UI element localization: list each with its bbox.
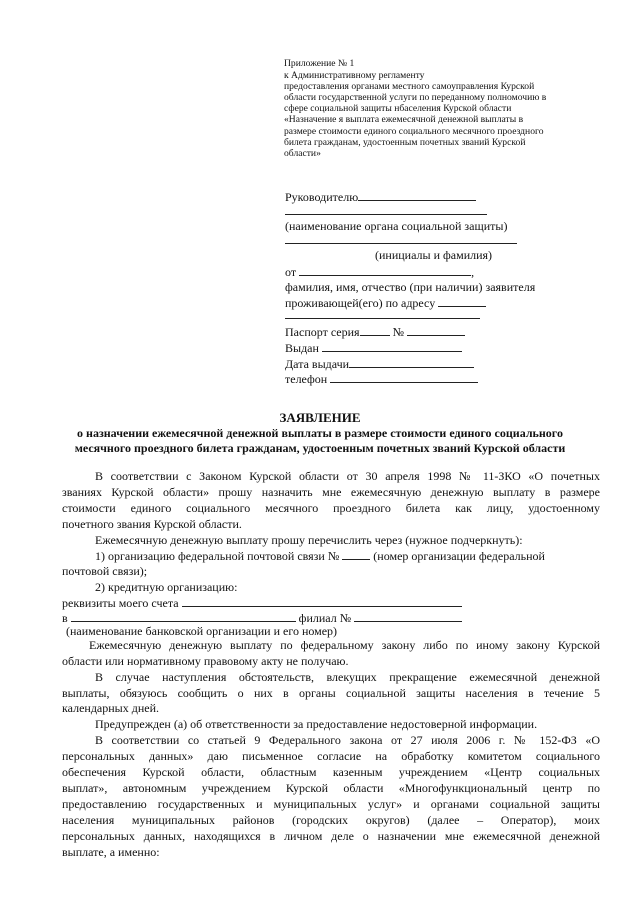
text-line: выплат», автономным учреждением Курской области «Многофункциональный центр по: [62, 781, 600, 795]
passport-field: [285, 324, 465, 340]
text-line: населения муниципальных районов (городских округов) (далее – Оператор), моих: [62, 813, 600, 827]
initials-hint: (инициалы и фамилия): [375, 248, 493, 262]
text-line: персональных данных» даю письменное согласие на обработку комитетом социального: [62, 749, 600, 763]
branch-number-input-line[interactable]: [354, 610, 462, 622]
post-office-number-input[interactable]: [342, 548, 370, 560]
org-hint: (наименование органа социальной защиты): [285, 219, 508, 233]
issued-label: Выдан: [285, 341, 319, 355]
text-line: Ежемесячную денежную выплату по федеральному закону либо по иному закону Курской: [89, 638, 600, 652]
phone-label: телефон: [285, 372, 328, 386]
subtitle-line-2: месячного проездного билета гражданам, удостоенным почетных званий Курской области: [74, 441, 566, 455]
branch-label: филиал №: [298, 611, 352, 625]
from-input-line[interactable]: [299, 264, 471, 276]
head-field: [285, 189, 476, 205]
text-line: В случае наступления обстоятельств, влекущих прекращение ежемесячной денежной: [95, 670, 600, 684]
issue-date-input-line[interactable]: [349, 356, 474, 368]
from-comma: ,: [471, 265, 475, 279]
appendix-line: области государственной услуги по переданному полномочию в: [284, 92, 547, 103]
text-line: персональных данных, находящихся в личном деле о назначении мне ежемесячной денежной: [62, 829, 600, 843]
issue-date-label: Дата выдачи: [285, 357, 350, 371]
issue-date-field: [285, 356, 474, 372]
initials-input-line[interactable]: [285, 243, 517, 244]
option-bank: 2) кредитную организацию:: [95, 580, 238, 594]
appendix-line: сфере социальной защиты нбаселения Курской области: [284, 103, 512, 114]
text-line: календарных дней.: [62, 701, 160, 715]
account-field: [62, 595, 462, 611]
number-sign: №: [392, 325, 405, 339]
bank-hint: (наименование банковской организации и его номер): [66, 624, 338, 638]
bank-name-input-line[interactable]: [71, 610, 296, 622]
text-line: стоимости единого социального месячного проездного билета как лицу, удостоенному: [62, 501, 600, 515]
option-post-hint: (номер организации федеральной: [373, 549, 545, 563]
appendix-line: предоставления органами местного самоуправления Курской: [284, 81, 535, 92]
text-line: обеспечения Курской области, областным казенным учреждением «Центр социальных: [62, 765, 600, 779]
appendix-line: «Назначение я выплата ежемесячной денежной выплаты в: [284, 114, 524, 125]
text-line: В соответствии с Законом Курской области от 30 апреля 1998 № 11-ЗКО «О почетных: [95, 469, 600, 483]
issued-field: [285, 340, 462, 356]
account-input-line[interactable]: [182, 595, 462, 607]
appendix-line: к Административному регламенту: [284, 70, 425, 81]
from-label: от: [285, 265, 297, 279]
org-input-line[interactable]: [285, 214, 487, 215]
text-line: В соответствии со статьей 9 Федерального закона от 27 июля 2006 г. № 152-ФЗ «О: [95, 733, 600, 747]
subtitle-line-1: о назначении ежемесячной денежной выплаты в размере стоимости единого социального: [77, 426, 563, 440]
appendix-line: Приложение № 1: [284, 58, 355, 69]
appendix-line: размере стоимости единого социального месячного проездного: [284, 126, 544, 137]
option-post-label: 1) организацию федеральной почтовой связи №: [95, 549, 340, 563]
passport-label: Паспорт серия: [285, 325, 360, 339]
fio-hint: фамилия, имя, отчество (при наличии) заявителя: [285, 280, 536, 294]
issued-input-line[interactable]: [322, 340, 462, 352]
residing-label: проживающей(его) по адресу: [285, 296, 436, 310]
document-title: ЗАЯВЛЕНИЕ: [279, 410, 361, 425]
text-line: званиях Курской области» прошу назначить мне ежемесячную денежную выплату в размере: [62, 485, 600, 499]
text-line: выплаты, обязуюсь сообщить о них в органы социальной защиты населения в течение 5: [62, 686, 600, 700]
passport-series-input[interactable]: [360, 324, 390, 336]
appendix-line: области»: [284, 148, 321, 159]
phone-field: [285, 371, 478, 387]
option-post-hint-cont: почтовой связи);: [62, 564, 148, 578]
account-label: реквизиты моего счета: [62, 596, 179, 610]
responsibility-warning: Предупрежден (а) об ответственности за предоставление недостоверной информации.: [95, 717, 538, 731]
head-input-line[interactable]: [358, 189, 476, 201]
payment-method-intro: Ежемесячную денежную выплату прошу перечислить через (нужное подчеркнуть):: [95, 533, 523, 547]
appendix-line: билета гражданам, удостоенным почетных званий Курской: [284, 137, 526, 148]
residing-field: [285, 295, 486, 311]
text-line: предоставлению государственных и муниципальных услуг» и органами социальной защиты: [62, 797, 600, 811]
from-field: [285, 264, 474, 280]
address-input-line-2[interactable]: [285, 318, 480, 319]
head-label: Руководителю: [285, 190, 359, 204]
in-label: в: [62, 611, 68, 625]
option-post: [95, 548, 545, 564]
passport-number-input[interactable]: [407, 324, 465, 336]
phone-input-line[interactable]: [330, 371, 478, 383]
address-input-line[interactable]: [438, 295, 486, 307]
text-line: выплате, а именно:: [62, 845, 160, 859]
text-line: почетного звания Курской области.: [62, 517, 242, 531]
text-line: области или нормативному правовому акту не получаю.: [62, 654, 349, 668]
